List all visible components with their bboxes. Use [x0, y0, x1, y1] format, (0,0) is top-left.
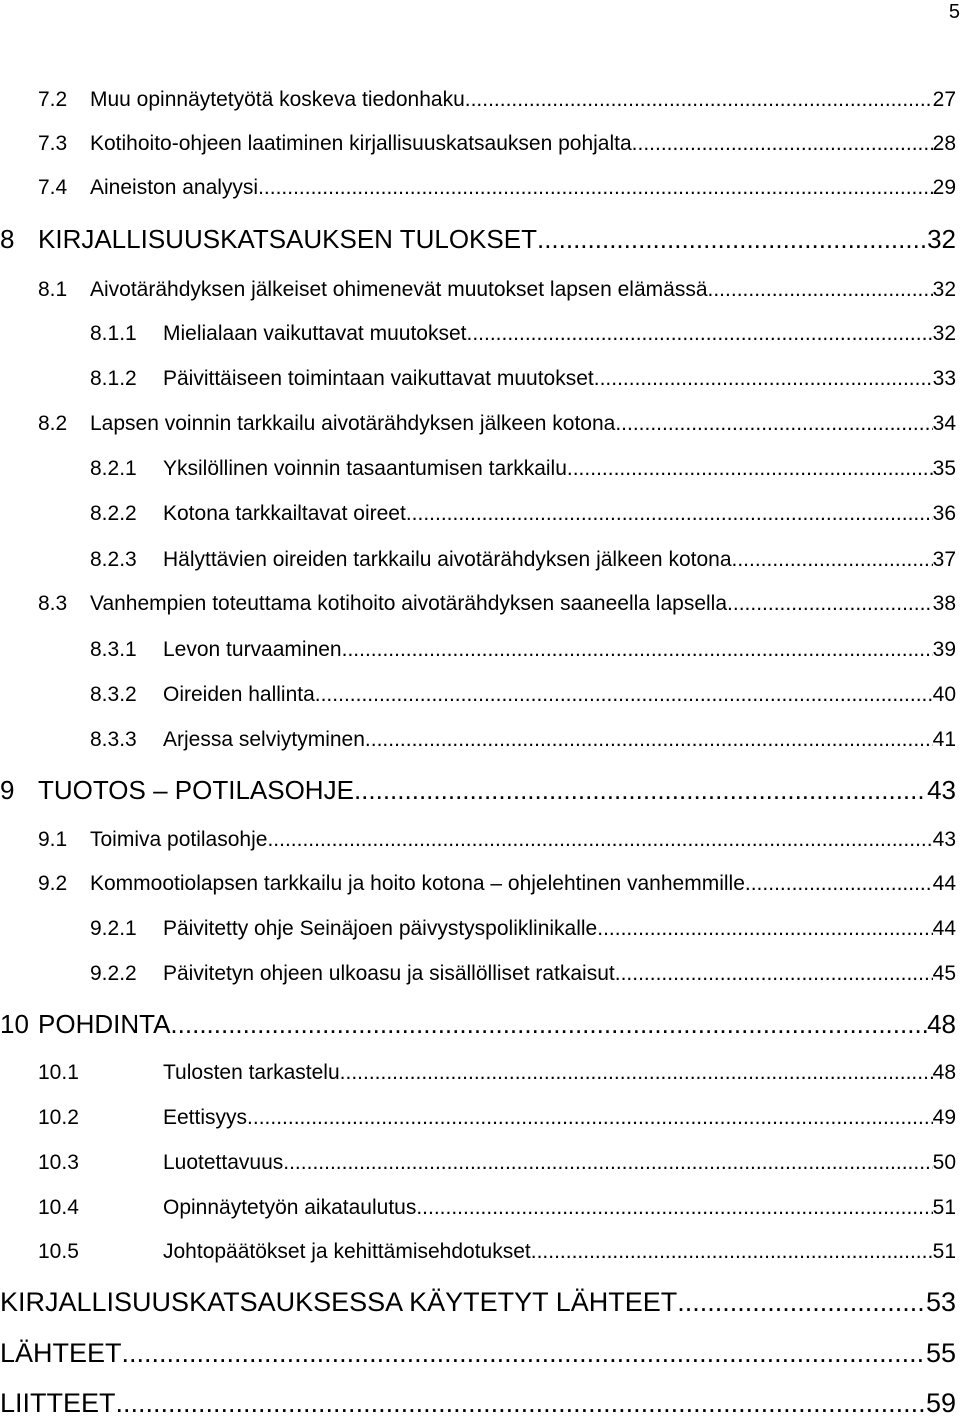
- toc-entry-title: Hälyttävien oireiden tarkkailu aivotärähdyksen jälkeen kotona: [163, 548, 732, 571]
- toc-entry-title: Toimiva potilasohje: [90, 828, 268, 851]
- toc-entry-number: 10: [0, 1009, 29, 1039]
- toc-entry-page: 55: [925, 1338, 956, 1368]
- toc-entry-page: 41: [932, 728, 956, 751]
- page-number: 5: [948, 1, 960, 23]
- toc-entry-number: 8.3.3: [90, 728, 137, 751]
- toc-entry-title: Kotihoito-ohjeen laatiminen kirjallisuuskatsauksen pohjalta: [90, 132, 632, 155]
- dot-leader: [406, 502, 933, 526]
- toc-entry-number: 9.2: [38, 872, 68, 895]
- toc-entry[interactable]: [38, 278, 956, 308]
- toc-entry[interactable]: [0, 1338, 956, 1374]
- toc-entry-number: 8.2: [38, 412, 68, 435]
- toc-entry-number: 10.3: [38, 1151, 79, 1174]
- toc-entry-title: Levon turvaaminen: [163, 638, 342, 661]
- toc-entry-title: Tulosten tarkastelu: [163, 1061, 340, 1084]
- toc-entry-number: 10.5: [38, 1240, 79, 1263]
- toc-entry-title: KIRJALLISUUSKATSAUKSESSA KÄYTETYT LÄHTEET: [0, 1287, 678, 1317]
- toc-entry[interactable]: [38, 1240, 956, 1270]
- dot-leader: [632, 132, 933, 156]
- toc-entry[interactable]: [90, 322, 956, 352]
- toc-entry-number: 8.1.2: [90, 367, 137, 390]
- toc-entry-title: Luotettavuus: [163, 1151, 284, 1174]
- toc-entry-number: 7.2: [38, 88, 68, 111]
- dot-leader: [467, 322, 933, 346]
- toc-entry[interactable]: [38, 132, 956, 162]
- toc-entry-page: 33: [932, 367, 956, 390]
- toc-entry-title: Aineiston analyysi: [90, 176, 259, 199]
- dot-leader: [745, 872, 933, 896]
- toc-entry[interactable]: [38, 1196, 956, 1226]
- dot-leader: [122, 1338, 926, 1369]
- dot-leader: [537, 224, 927, 255]
- toc-entry-title: KIRJALLISUUSKATSAUKSEN TULOKSET: [38, 224, 537, 254]
- toc-entry-title: Yksilöllinen voinnin tasaantumisen tarkkailu: [163, 457, 567, 480]
- toc-entry-number: 8.3.1: [90, 638, 137, 661]
- toc-entry-page: 51: [932, 1240, 956, 1263]
- toc-entry-page: 27: [932, 88, 956, 111]
- toc-entry-page: 53: [925, 1287, 956, 1317]
- toc-entry-page: 32: [927, 224, 956, 254]
- toc-entry[interactable]: [90, 548, 956, 578]
- toc-entry[interactable]: [38, 88, 956, 118]
- toc-entry-title: Kotona tarkkailtavat oireet: [163, 502, 406, 525]
- toc-entry-number: 9.2.2: [90, 962, 137, 985]
- toc-entry-number: 8.2.2: [90, 502, 137, 525]
- toc-entry-title: Lapsen voinnin tarkkailu aivotärähdyksen jälkeen kotona: [90, 412, 616, 435]
- dot-leader: [170, 1009, 927, 1040]
- dot-leader: [708, 278, 933, 302]
- dot-leader: [258, 176, 933, 200]
- toc-entry-title: LIITTEET: [0, 1388, 116, 1418]
- toc-entry-number: 10.2: [38, 1106, 79, 1129]
- toc-entry-page: 37: [932, 548, 956, 571]
- dot-leader: [531, 1240, 933, 1264]
- dot-leader: [283, 1151, 932, 1175]
- toc-entry-page: 43: [932, 828, 956, 851]
- dot-leader: [727, 592, 933, 616]
- dot-leader: [416, 1196, 932, 1220]
- dot-leader: [594, 367, 933, 391]
- toc-entry[interactable]: [38, 176, 956, 206]
- toc-entry-title: Päivittäiseen toimintaan vaikuttavat muutokset: [163, 367, 594, 390]
- dot-leader: [354, 775, 927, 806]
- toc-entry[interactable]: [90, 457, 956, 487]
- dot-leader: [116, 1388, 926, 1419]
- dot-leader: [597, 917, 932, 941]
- toc-entry-number: 8.1: [38, 278, 68, 301]
- dot-leader: [342, 638, 933, 662]
- toc-entry-number: 10.4: [38, 1196, 79, 1219]
- toc-entry-title: Mielialaan vaikuttavat muutokset: [163, 322, 467, 345]
- toc-entry[interactable]: [0, 1388, 956, 1421]
- toc-entry-title: POHDINTA: [38, 1009, 171, 1039]
- toc-entry-page: 29: [932, 176, 956, 199]
- toc-entry-page: 50: [932, 1151, 956, 1174]
- toc-entry-page: 59: [925, 1388, 956, 1418]
- toc-entry[interactable]: [38, 1061, 956, 1091]
- toc-entry-page: 51: [932, 1196, 956, 1219]
- dot-leader: [732, 548, 933, 572]
- toc-entry[interactable]: [38, 412, 956, 442]
- toc-entry-page: 32: [932, 322, 956, 345]
- toc-entry-page: 44: [932, 872, 956, 895]
- toc-entry[interactable]: [90, 728, 956, 758]
- toc-entry-title: Opinnäytetyön aikataulutus: [163, 1196, 417, 1219]
- toc-entry-page: 35: [932, 457, 956, 480]
- toc-entry-number: 9: [0, 775, 15, 805]
- toc-entry[interactable]: [90, 502, 956, 532]
- toc-entry-number: 8.2.3: [90, 548, 137, 571]
- toc-entry-title: Kommootiolapsen tarkkailu ja hoito kotona – ohjelehtinen vanhemmille: [90, 872, 745, 895]
- toc-entry-title: Päivitetyn ohjeen ulkoasu ja sisällölliset ratkaisut: [163, 962, 615, 985]
- toc-entry-page: 44: [932, 917, 956, 940]
- dot-leader: [365, 728, 933, 752]
- toc-entry-number: 8.1.1: [90, 322, 137, 345]
- dot-leader: [677, 1287, 926, 1318]
- toc-entry-page: 38: [932, 592, 956, 615]
- toc-entry-title: Aivotärähdyksen jälkeiset ohimenevät muutokset lapsen elämässä: [90, 278, 708, 301]
- toc-entry-title: Muu opinnäytetyötä koskeva tiedonhaku: [90, 88, 465, 111]
- toc-entry-page: 39: [932, 638, 956, 661]
- toc-entry-title: Oireiden hallinta: [163, 683, 315, 706]
- toc-entry-number: 9.1: [38, 828, 68, 851]
- toc-entry-title: Päivitetty ohje Seinäjoen päivystyspoliklinikalle: [163, 917, 598, 940]
- toc-entry-number: 7.4: [38, 176, 68, 199]
- toc-entry[interactable]: [90, 367, 956, 397]
- toc-entry-number: 8.3: [38, 592, 68, 615]
- dot-leader: [267, 828, 932, 852]
- dot-leader: [567, 457, 933, 481]
- dot-leader: [615, 962, 933, 986]
- toc-entry-number: 8.3.2: [90, 683, 137, 706]
- toc-entry-page: 36: [932, 502, 956, 525]
- toc-entry-title: Eettisyys: [163, 1106, 248, 1129]
- toc-entry[interactable]: [90, 683, 956, 713]
- toc-entry-page: 49: [932, 1106, 956, 1129]
- toc-entry-title: Johtopäätökset ja kehittämisehdotukset: [163, 1240, 531, 1263]
- toc-entry-page: 28: [932, 132, 956, 155]
- toc-entry-title: Arjessa selviytyminen: [163, 728, 365, 751]
- toc-entry-number: 9.2.1: [90, 917, 137, 940]
- toc-entry-page: 40: [932, 683, 956, 706]
- dot-leader: [247, 1106, 933, 1130]
- toc-entry-page: 32: [932, 278, 956, 301]
- toc-entry-title: Vanhempien toteuttama kotihoito aivotärähdyksen saaneella lapsella: [90, 592, 728, 615]
- toc-entry[interactable]: [90, 917, 956, 947]
- toc-entry[interactable]: [38, 828, 956, 858]
- dot-leader: [465, 88, 933, 112]
- toc-entry[interactable]: [90, 962, 956, 992]
- toc-entry-page: 34: [932, 412, 956, 435]
- toc-entry-title: LÄHTEET: [0, 1338, 122, 1368]
- toc-entry[interactable]: [0, 1287, 956, 1323]
- toc-entry[interactable]: [38, 1106, 956, 1136]
- toc-entry[interactable]: [0, 224, 956, 258]
- toc-entry-number: 8.2.1: [90, 457, 137, 480]
- dot-leader: [340, 1061, 933, 1085]
- toc-entry-page: 48: [927, 1009, 956, 1039]
- toc-entry[interactable]: [38, 592, 956, 622]
- toc-entry[interactable]: [0, 775, 956, 809]
- toc-entry-number: 7.3: [38, 132, 68, 155]
- toc-entry[interactable]: [0, 1009, 956, 1043]
- dot-leader: [615, 412, 932, 436]
- dot-leader: [315, 683, 933, 707]
- toc-entry-number: 8: [0, 224, 15, 254]
- toc-entry[interactable]: [90, 638, 956, 668]
- toc-entry-page: 48: [932, 1061, 956, 1084]
- toc-entry[interactable]: [38, 1151, 956, 1181]
- toc-entry[interactable]: [38, 872, 956, 902]
- toc-entry-page: 45: [932, 962, 956, 985]
- toc-entry-number: 10.1: [38, 1061, 79, 1084]
- toc-entry-title: TUOTOS – POTILASOHJE: [38, 775, 354, 805]
- toc-entry-page: 43: [927, 775, 956, 805]
